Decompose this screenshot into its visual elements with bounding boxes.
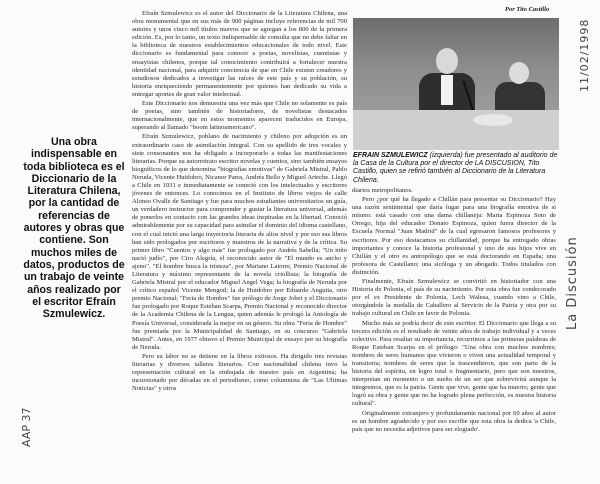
caption-name: EFRAIN SZMULEWICZ: [353, 152, 428, 159]
article-column-1: [132, 10, 347, 482]
article-paragraph: Efraín Szmulewicz es el autor del Diccionario de la Literatura Chilena, una obra monumental que en sus más de 900 páginas incluye referencias de mil 700 autores y unos cinco mil títulos nuevos que se agregan a los 800 de la primera edición. Es, por lo tanto, un texto indispensable de consulta que no debe faltar en la biblioteca de nuestros establecimientos educacionales de todo nivel. Este diccionario es fundamental para conocer a poetas, novelistas, cuentistas y ensayistas chilenos, porque tal conocimiento contribuirá a fortalecer nuestra identidad nacional, para adquirir conciencia de que en Chile existen creadores y estudiosos dedicados a investigar las raíces de este país y su población, su historia enriqueciendo permanentemente por quienes han dedicado su vida a entregar aportes de gran valor intelectual.: [132, 10, 347, 98]
table: [353, 110, 559, 150]
photo-caption: [353, 152, 559, 185]
article-paragraph: Finalmente, Efraín Szmulewicz se convirtió en historiador con una Historia de Polonia, el país de su nacimiento. Por esta obra fue condecorado por el ex Presidente de Polonia, Lech Walesa, cuando vino a Chile, otorgándole la medalla de Caballero al Servicio de la Patria y otra por su trabajo cultural en Chile en favor de Polonia.: [352, 278, 556, 318]
caption-text: (izquierda) fue presentado al auditorio de la Casa de la Cultura por el director de LA DISCUSION, Tito Castillo, quien se refirió también al Diccionario de la Literatura Chilena.: [353, 152, 558, 184]
article-paragraph: Pero su labor no se detiene en la libros exitosos. Ha dirigido tres revistas literarias y diversos talleres literarios. Con nacionalidad chilena tuvo la representación cultural en la embajada de nuestro país en Argentina; ha incursionado por décadas en el periodismo, como columnista de "Las Ultimas Noticias" y otros: [132, 352, 347, 393]
handwritten-date: 11/02/1998: [578, 18, 591, 92]
article-paragraph: Originalmente extranjero y profundamente nacional por 60 años al autor es un hombre agradecido y por eso escribe que esta obra la dedica 'a Chile, país que no necesita adjetivos para ser elogiado'.: [352, 409, 556, 433]
article-paragraph: Mucho más se podría decir de este escritor. El Diccionario que llega a su tercera edición es el resultado de veinte años de trabajo individual y a veces colectivo. Para resaltar su importancia, recurrimos a las primeras palabras de Roque Esteban Scarpa en el prólogo: "Una obra con muchos nombres; nombres de seres humanos que vivieron o viven una actualidad temporal y transitoria; nombres de seres que la trascendieron, que son parte de la historia del espíritu, en logro total o fragmentario, pero que son nuestros, interpretan un momento o un sueño de un ser que sobrevivirá aunque la integremos, que es la patria. Gente que vive, gente que ha muerto; gente que logró su obra y gente que no ha logrado plena perfección, es nuestra historia cultural".: [352, 319, 556, 408]
page-mark: AAP 37: [20, 407, 33, 447]
article-column-2: [352, 187, 556, 479]
pull-quote: Una obra indispensable en toda biblioteca es el Diccionario de la Literatura Chilena, por la cantidad de referencias de autores y obras que contiene. Son muchos miles de datos, productos de un trabajo de veinte años realizado por el escritor Efraín Szmulewicz.: [23, 136, 125, 321]
article-paragraph: Este Diccionario nos demuestra una vez más que Chile no solamente es país de poetas, sino también de historiadores, de novelistas destacados internacionalmente, que en estos momentos aparecen traducidos en Europa, superando al llamado "boom latinoamericano".: [132, 100, 347, 132]
news-photo: [353, 18, 559, 150]
article-paragraph: Pero ¿por qué ha llegado a Chillán para presentar su Diccionario? Hay una razón sentimental que daría lugar para una biografía emotiva de sí mismo: está casado con una dama chillaneja: Marta Espinoza Soto de Orrego, hija del educador Donato Espinoza, quien fuera director de la Escuela Normal "Juan Madrid" de la cual egresaron famosos profesores y escritores. Por eso destacamos su chillanidad, porque ha entregado obras importantes y conoce la historia profesional y uno de sus hijos vive en Chillán y el otro es antropólogo que se está doctorando en España; una profesora de Castellano; una sicóloga y un abogado. Todos titulados con distinción.: [352, 196, 556, 276]
handwritten-source: La Discusión: [565, 236, 580, 330]
article-paragraph: diarios metropolitanos.: [352, 187, 413, 194]
byline: Por Tito Castillo: [505, 6, 550, 13]
article-paragraph: Efraín Szmulewicz, poblano de nacimiento y chileno por adopción es un extraordinario caso de asimilación integral. Con su apellido de tres vocales y siete consonantes nos ha obligado a incorporarlo a todas las manifestaciones literarias. Porque su autorretrato escritor novelas y cuentos, sino también ensayos biográficos de lo que denomina "biografías emotivas" de Gabriela Mistral, Pablo Neruda, Vicente Huidobro, Nicanor Parra, Andrés Bello y Miguel Arteche. Llegó a Chile en 1931 e inmediatamente se conectó con los intelectuales y escritores jóvenes de entonces. Lo conocimos en el Instituto de libros viejos de calle Alonso Ovalle de Santiago y fue para muchos estudiantes universitarios un guía, un verdadero instructor para comprender y gustar la literatura universal, además de ponerlos en contacto con las grandes ideas inspiradas en la libertad. Conoció admirablemente por su capacidad para asimilar el dominio del idioma castellano, con el cual inició una larga trayectoria literaria de altos nivel y por eso sus libros han sido prologados por escritores y maestros de la narrativa y de la crítica. Su primer libro "Cuentos y algo más" fue prologado por Andrés Sabella; "Un niño nació judío", por Ciro Alegría, el reconocido autor de "El mundo es ancho y ajeno". "El hombre busca la tristeza", por Mariano Latorre, Premio Nacional de Literatura y máximo representante de la novela criollista; la biografía de Gabriela Mistral por el educador Miguel Angel Vega; la biografía de Neruda por el crítico español Vicente Mengod; la de Huidobro por Eduardo Anguita, otro premio Nacional; "Feria de Hombre" fue prólogo de Jorge Jobet y el Diccionario fue prologado por Roque Esteban Scarpa, Premio Nacional y reconocido director de la Academia Chilena de la Lengua, quien además le prologó la Antología de Poesía Universal, considerada la mejor en su género. Su obra "Feria de Hombre" fue premiada por la Municipalidad de Santiago, en su concurso "Gabriela Mistral". Antes, en 1977 obtuvo el Premio Municipal de ensayo por su biografía de Neruda.: [132, 133, 347, 351]
